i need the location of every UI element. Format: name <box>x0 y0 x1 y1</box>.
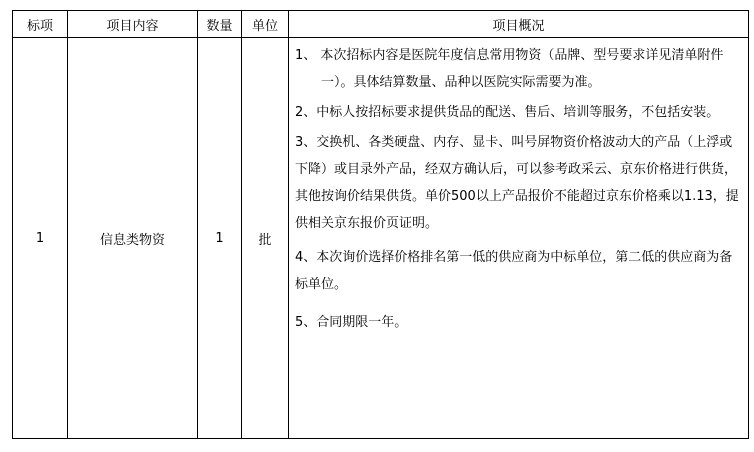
header-row <box>13 11 749 38</box>
header-quantity: 数量 <box>198 11 242 38</box>
cell-quantity: 1 <box>198 38 242 439</box>
header-unit: 单位 <box>242 11 289 38</box>
procurement-table <box>12 10 749 439</box>
overview-item: 4、本次询价选择价格排名第一低的供应商为中标单位，第二低的供应商为备标单位。 <box>295 250 733 292</box>
cell-content: 信息类物资 <box>68 38 198 439</box>
table-row <box>13 38 749 439</box>
overview-item: 1、 本次招标内容是医院年度信息常用物资（品牌、型号要求详见清单附件一）。具体结算数量、品种以医院实际需要为准。 <box>295 48 724 90</box>
header-lot: 标项 <box>13 11 68 38</box>
overview-item: 5、合同期限一年。 <box>295 315 408 330</box>
header-overview: 项目概况 <box>289 11 749 38</box>
header-content: 项目内容 <box>68 11 198 38</box>
overview-item: 2、中标人按招标要求提供货品的配送、售后、培训等服务，不包括安装。 <box>295 105 720 120</box>
cell-overview <box>289 38 749 439</box>
overview-item: 3、交换机、各类硬盘、内存、显卡、叫号屏物资价格波动大的产品（上浮或下降）或目录外产品，经双方确认后，可以参考政采云、京东价格进行供货，其他按询价结果供货。单价500以上产品报价不能超过京东价格乘以1.13，提供相关京东报价页证明。 <box>295 135 739 231</box>
cell-lot: 1 <box>13 38 68 439</box>
cell-unit: 批 <box>242 38 289 439</box>
